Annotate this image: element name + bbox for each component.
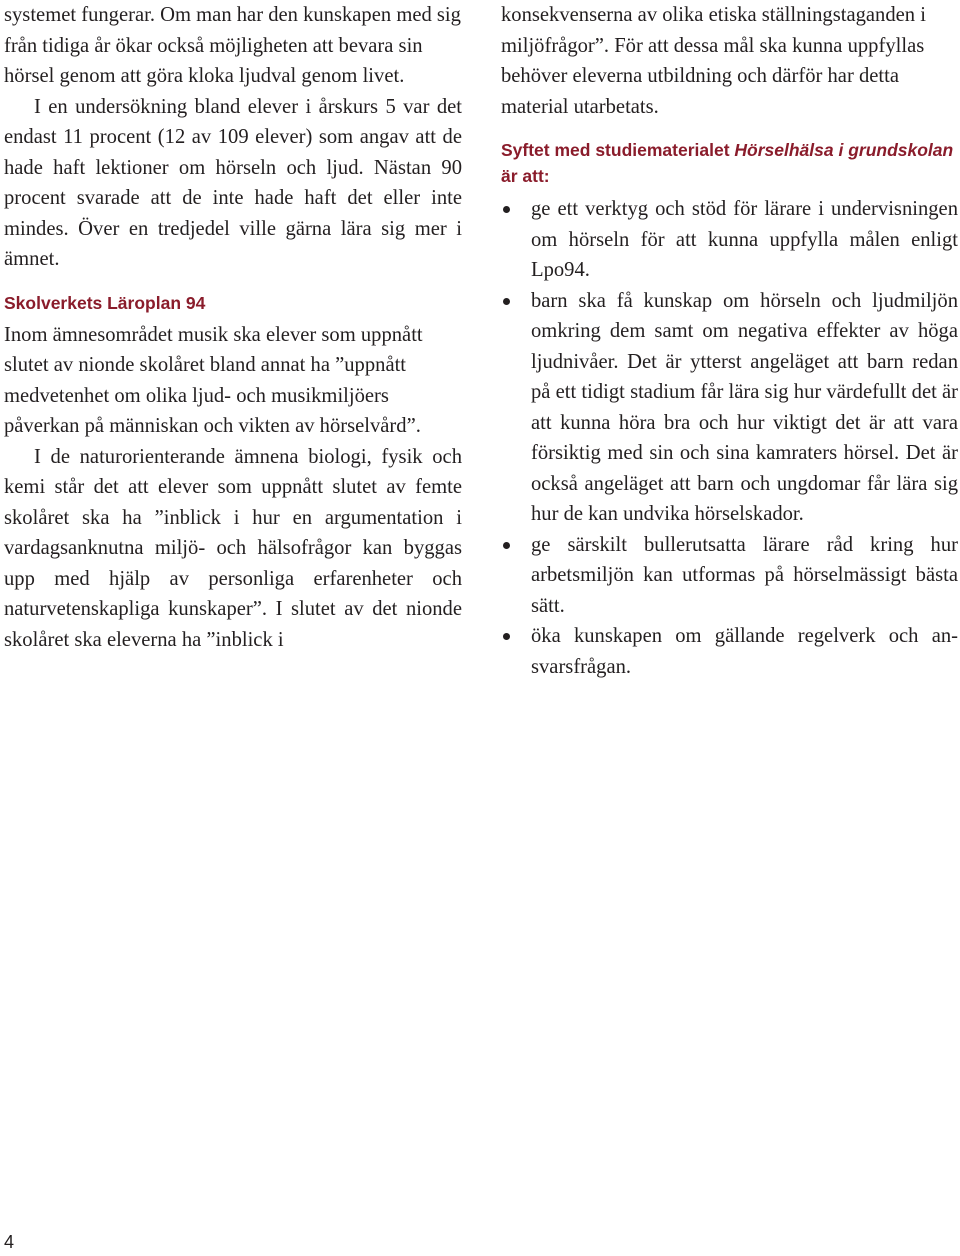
- right-column: [501, 0, 958, 682]
- bullet-icon: [503, 542, 510, 549]
- paragraph-consequences: konsekvenserna av olika etiska ställningstaganden i miljöfrågor”. För att dessa mål ska kunna uppfyllas behöver eleverna utbildning och därför har detta material utarbetats.: [501, 4, 926, 118]
- heading-purpose-title: Hörselhälsa i grundskolan: [734, 140, 954, 160]
- heading-purpose: [501, 137, 958, 189]
- list-item: [501, 286, 958, 530]
- purpose-list: [501, 194, 958, 682]
- bullet-icon: [503, 298, 510, 305]
- page-number: 4: [4, 1232, 15, 1252]
- bullet-icon: [503, 206, 510, 213]
- heading-lpo94: Skolverkets Läroplan 94: [4, 292, 206, 313]
- bullet-icon: [503, 633, 510, 640]
- paragraph-science: I de naturorienterande ämnena biologi, fysik och kemi står det att elever som uppnått slutet av femte skolåret ska ha ”inblick i hur en argumentation i vardagsanknutna miljö- och hälsofrågor kan byggas upp med hjälp av personliga erfarenheter och naturvetenskapliga kunskaper”. I slutet av det nionde skolåret ska eleverna ha ”inblick i: [4, 445, 462, 651]
- list-item: [501, 194, 958, 286]
- list-item-text: ge särskilt bullerutsatta lärare råd kring hur arbetsmiljön kan utformas på hörselmässigt bästa sätt.: [531, 533, 958, 617]
- heading-purpose-text-1: Syftet med studiematerialet: [501, 140, 735, 160]
- heading-purpose-text-2: är att:: [501, 166, 550, 186]
- paragraph-music: Inom ämnesområdet musik ska elever som uppnått slutet av nionde skolåret bland annat ha ”uppnått medvetenhet om olika ljud- och musikmiljöers påverkan på människan och vikten av hörselvård”.: [4, 323, 423, 437]
- list-item-text: öka kunskapen om gällande regelverk och ansvarsfrågan.: [531, 625, 958, 678]
- list-item-text: barn ska få kunskap om hörseln och ljudmiljön omkring dem samt om negativa effekter av höga ljudnivåer. Det är ytterst angeläget att barn redan på ett tidigt stadium får lära sig hur värdefullt det är att kunna höra bra och hur viktigt det är att vara försiktig med sin och sina kamraters hörsel. Det är också angeläget att barn och ungdomar får lära sig hur de kan undvika hörselskador.: [531, 289, 958, 525]
- list-item: [501, 530, 958, 622]
- left-column: [4, 0, 462, 655]
- list-item: [501, 621, 958, 682]
- list-item-text: ge ett verktyg och stöd för lärare i undervisningen om hörseln för att kunna uppfylla målen enligt Lpo94.: [531, 198, 958, 281]
- paragraph-intro-continued: systemet fungerar. Om man har den kunskapen med sig från tidiga år ökar också möjligheten att bevara sin hörsel genom att göra kloka ljudval genom livet.: [4, 4, 461, 87]
- paragraph-survey: I en undersökning bland elever i årskurs 5 var det endast 11 procent (12 av 109 elever) som angav att de hade haft lektioner om hörseln och ljud. Nästan 90 procent svarade att de inte hade haft det eller inte mindes. Över en tredjedel ville gärna lära sig mer i ämnet.: [4, 95, 462, 270]
